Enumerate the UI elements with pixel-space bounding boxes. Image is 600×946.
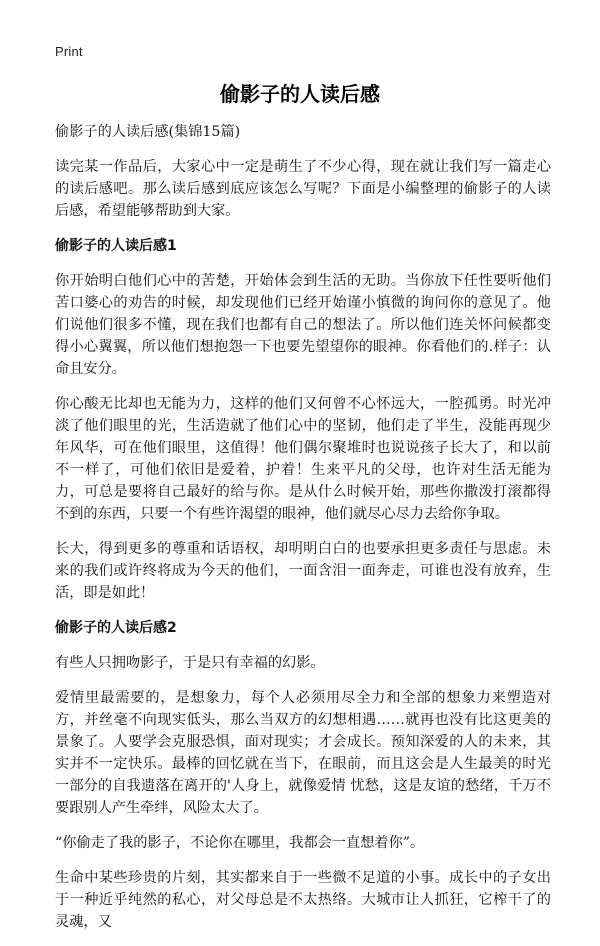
print-link[interactable]: Print [55, 44, 83, 59]
section-1-paragraph-1: 你开始明白他们心中的苦楚，开始体会到生活的无助。当你放下任性要听他们苦口婆心的劝告的时候，却发现他们已经开始谨小慎微的询问你的意见了。他们说他们很多不懂，现在我们也都有自己的想法了。所以他们连关怀问候都变得小心翼翼，所以他们想抱怨一下也要先望望你的眼神。你看他们的.样子：认命且安分。 [55, 273, 551, 377]
document-subtitle: 偷影子的人读后感(集锦15篇) [55, 124, 241, 140]
section-1-paragraph-2: 你心酸无比却也无能为力，这样的他们又何曾不心怀远大，一腔孤勇。时光冲淡了他们眼里的光，生活造就了他们心中的坚韧，他们走了半生，没能再现少年风华，可在他们眼里，这值得！他们偶尔聚堆时也说说孩子长大了，和以前不一样了，可他们依旧是爱着，护着！生来平凡的父母，也许对生活无能为力，可总是要将自己最好的给与你。是从什么时候开始，那些你撒泼打滚都得不到的东西，只要一个有些许渴望的眼神，他们就尽心尽力去给你争取。 [55, 396, 551, 522]
section-2-paragraph-3: “你偷走了我的影子，不论你在哪里，我都会一直想着你”。 [55, 835, 425, 851]
section-2-paragraph-2: 爱情里最需要的，是想象力，每个人必须用尽全力和全部的想象力来塑造对方，并丝毫不向现实低头，那么当双方的幻想相遇……就再也没有比这更美的景象了。人要学会克服恐惧，面对现实；才会成长。预知深爱的人的未来，其实并不一定快乐。最棒的回忆就在当下，在眼前，而且这会是人生最美的时光一部分的自我遗落在离开的'人身上，就像爱情 忧愁，这是友谊的愁绪，千万不要跟别人产生牵绊，风险太大了。 [55, 690, 551, 816]
document-body [55, 121, 551, 946]
section-1-paragraph-3: 长大，得到更多的尊重和话语权，却明明白白的也要承担更多责任与思虑。未来的我们或许终将成为今天的他们，一面含泪一面奔走，可谁也没有放弃，生活，即是如此！ [55, 541, 551, 601]
intro-paragraph: 读完某一作品后，大家心中一定是萌生了不少心得，现在就让我们写一篇走心的读后感吧。那么读后感到底应该怎么写呢？下面是小编整理的偷影子的人读后感，希望能够帮助到大家。 [55, 159, 551, 219]
section-2-paragraph-4: 生命中某些珍贵的片刻，其实都来自于一些微不足道的小事。成长中的子女出于一种近乎纯然的私心，对父母总是不太热络。大城市让人抓狂，它榨干了的灵魂，又 [55, 870, 551, 930]
section-heading-1: 偷影子的人读后感1 [55, 238, 177, 254]
section-2-paragraph-1: 有些人只拥吻影子，于是只有幸福的幻影。 [55, 655, 325, 671]
section-heading-2: 偷影子的人读后感2 [55, 620, 177, 636]
page-title: 偷影子的人读后感 [220, 82, 380, 106]
